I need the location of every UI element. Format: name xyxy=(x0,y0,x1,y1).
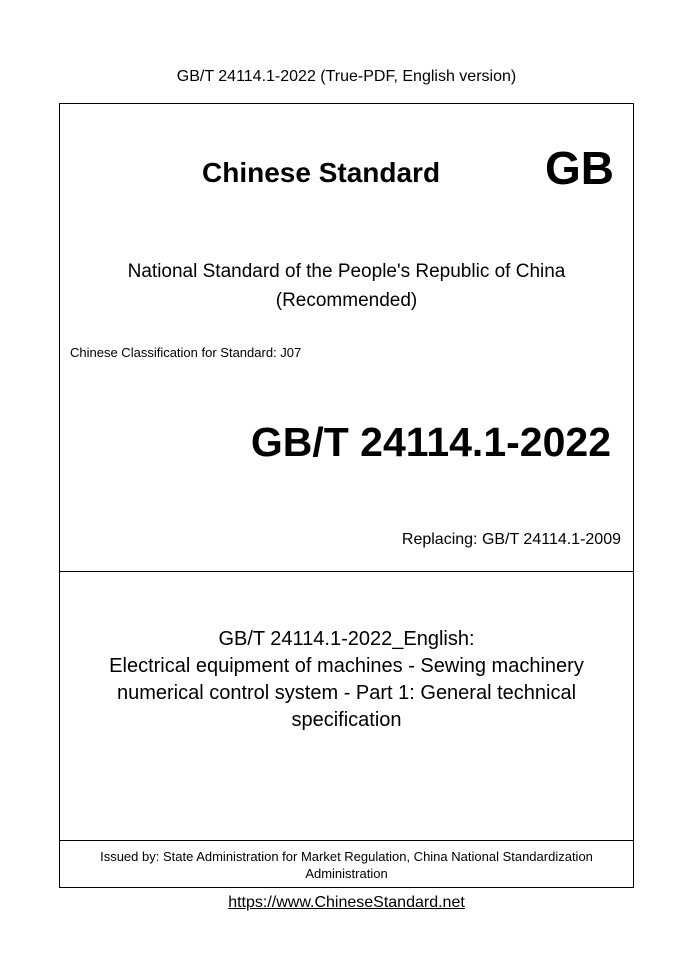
document-title-line-2: Electrical equipment of machines - Sewing machinery xyxy=(109,655,584,677)
page-header: GB/T 24114.1-2022 (True-PDF, English version) xyxy=(176,68,517,85)
section-divider xyxy=(60,571,633,572)
issued-by xyxy=(66,848,627,882)
issued-divider xyxy=(60,840,633,841)
standard-number: GB/T 24114.1-2022 xyxy=(250,419,611,465)
document-title-line-3: numerical control system - Part 1: General technical xyxy=(116,682,577,704)
gb-mark: GB xyxy=(545,142,614,194)
standard-title: Chinese Standard xyxy=(202,157,441,188)
replacing-label: Replacing: GB/T 24114.1-2009 xyxy=(401,531,621,548)
issued-by-line-2: Administration xyxy=(305,866,388,881)
document-title-line-1: GB/T 24114.1-2022_English: xyxy=(218,628,475,650)
cover-frame xyxy=(59,103,634,888)
classification-label: Chinese Classification for Standard: J07 xyxy=(70,345,302,360)
document-title xyxy=(80,626,613,734)
document-title-line-4: specification xyxy=(291,709,402,731)
national-line-1: National Standard of the People's Republic of China xyxy=(127,261,566,282)
national-line-2: (Recommended) xyxy=(275,290,418,311)
website-link[interactable]: https://www.ChineseStandard.net xyxy=(228,894,465,911)
issued-by-line-1: Issued by: State Administration for Market Regulation, China National Standardization xyxy=(100,849,593,864)
national-standard-heading xyxy=(60,257,633,315)
